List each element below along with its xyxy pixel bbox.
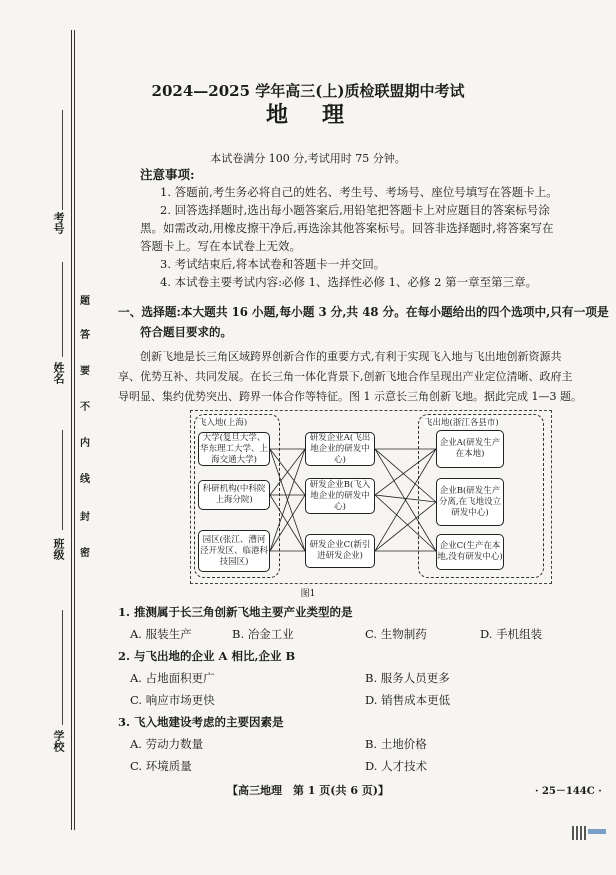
note-line: 3. 考试结束后,将本试卷和答题卡一并交回。 (160, 257, 386, 271)
seal-char: 封 (80, 512, 90, 523)
xuexiao-label: 学校 (52, 730, 65, 752)
option: A. 劳动力数量 (130, 737, 204, 751)
page-footer: 【高三地理 第 1 页(共 6 页)】 (226, 784, 390, 797)
seal-char: 答 (80, 330, 90, 341)
paper-code: · 25－144C · (535, 786, 602, 797)
note-line: 2. 回答选择题时,选出每小题答案后,用铅笔把答题卡上对应题目的答案标号涂 (160, 203, 550, 217)
node-industrial-park: 园区(张江、漕河泾开发区、临港科技园区) (198, 530, 270, 572)
note-line: 答题卡上。写在本试卷上无效。 (140, 239, 301, 253)
node-enterprise-c: 企业C(生产在本地,没有研发中心) (436, 534, 504, 570)
question-stem: 3. 飞入地建设考虑的主要因素是 (118, 715, 284, 729)
seal-char: 题 (80, 296, 90, 307)
node-university: 大学(复旦大学、华东理工大学、上海交通大学) (199, 432, 268, 465)
exam-info: 本试卷满分 100 分,考试用时 75 分钟。 (210, 152, 406, 165)
watermark-logo-icon (588, 829, 606, 834)
exam-title: 2024—2025 学年高三(上)质检联盟期中考试 (151, 82, 465, 100)
banji-label: 班级 (52, 538, 65, 560)
option: B. 土地价格 (365, 737, 427, 751)
node-rd-enterprise-c: 研发企业C(新引进研发企业) (305, 534, 375, 568)
option: A. 占地面积更广 (130, 671, 215, 685)
section-heading: 一、选择题:本大题共 16 小题,每小题 3 分,共 48 分。在每小题给出的四个选项中,只有一项是 (118, 305, 609, 319)
seal-char: 要 (80, 366, 90, 377)
node-enterprise-a: 企业A(研发生产在本地) (436, 430, 504, 468)
seal-char: 内 (80, 438, 90, 449)
intro-line: 享、优势互补、共同发展。在长三角一体化背景下,创新飞地合作呈现出产业定位清晰、政府主 (118, 370, 573, 383)
note-line: 黑。如需改动,用橡皮擦干净后,再选涂其他答案标号。回答非选择题时,将答案写在 (140, 221, 554, 235)
option: C. 环境质量 (130, 759, 192, 773)
left-group-label: 飞入地(上海) (198, 418, 248, 428)
note-line: 1. 答题前,考生务必将自己的姓名、考生号、考场号、座位号填写在答题卡上。 (160, 185, 558, 199)
node-rd-enterprise-b: 研发企业B(飞入地企业的研发中心) (305, 478, 375, 514)
qr-code-icon (572, 826, 586, 840)
section-heading-cont: 符合题目要求的。 (140, 325, 232, 339)
option: A. 服装生产 (130, 627, 192, 641)
question-stem: 1. 推测属于长三角创新飞地主要产业类型的是 (118, 605, 353, 619)
xingming-label: 姓名 (52, 362, 65, 384)
note-line: 4. 本试卷主要考试内容:必修 1、选择性必修 1、必修 2 第一章至第三章。 (160, 275, 538, 289)
intro-line: 创新飞地是长三角区域跨界创新合作的重要方式,有利于实现飞入地与飞出地创新资源共 (140, 350, 562, 363)
node-research-institute: 科研机构(中科院上海分院) (198, 480, 270, 510)
notes-heading: 注意事项: (140, 167, 195, 182)
kaohao-label: 考号 (52, 212, 65, 234)
node-rd-enterprise-a: 研发企业A(飞出地企业的研发中心) (305, 432, 375, 466)
right-group-label: 飞出地(浙江各县市) (424, 418, 499, 428)
option: B. 冶金工业 (232, 627, 294, 641)
option: C. 生物制药 (365, 627, 427, 641)
subject-title: 地 理 (265, 102, 350, 128)
option: C. 响应市场更快 (130, 693, 215, 707)
option: D. 手机组装 (480, 627, 543, 641)
seal-char: 不 (80, 402, 90, 413)
seal-char: 线 (80, 474, 90, 485)
option: B. 服务人员更多 (365, 671, 450, 685)
figure-caption: 图1 (300, 589, 316, 599)
node-enterprise-b: 企业B(研发生产分离,在飞地设立研发中心) (436, 478, 504, 526)
question-stem: 2. 与飞出地的企业 A 相比,企业 B (118, 649, 296, 663)
intro-line: 导明显、集约优势突出、跨界一体合作等特征。图 1 示意长三角创新飞地。据此完成 1—3 题。 (118, 390, 582, 403)
option: D. 人才技术 (365, 759, 428, 773)
seal-char: 密 (80, 548, 90, 559)
option: D. 销售成本更低 (365, 693, 451, 707)
